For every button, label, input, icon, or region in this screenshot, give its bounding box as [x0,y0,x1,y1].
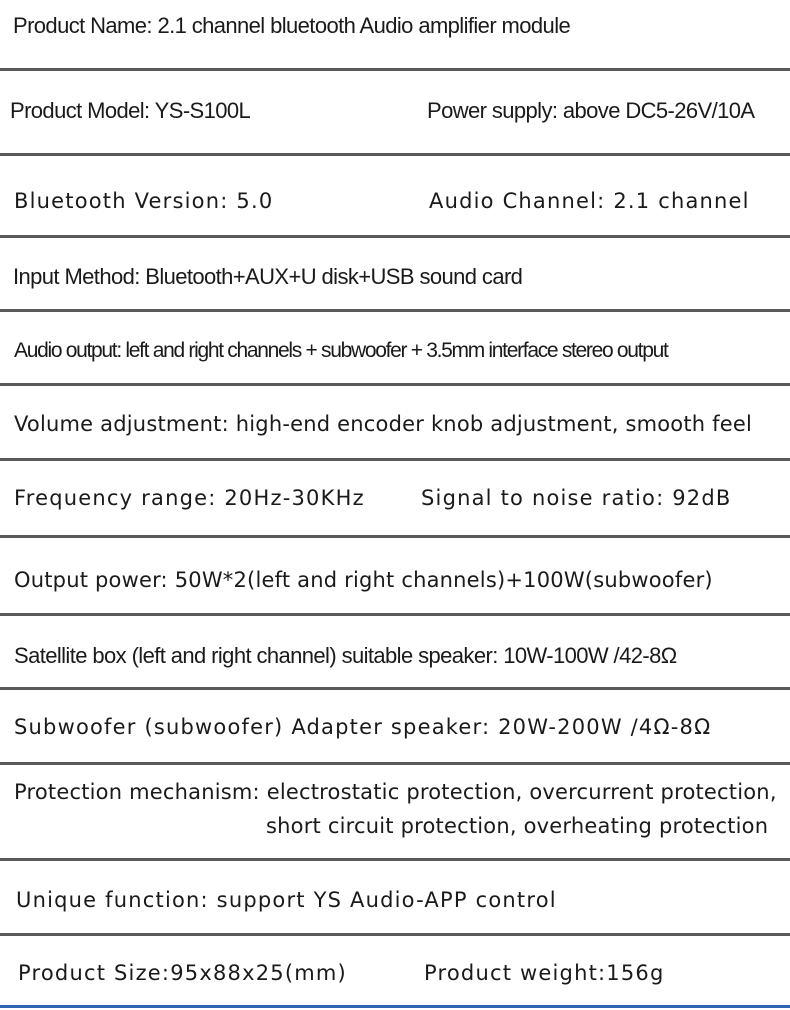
bluetooth-version-text: Bluetooth Version: 5.0 [14,189,274,213]
product-name-text: Product Name: 2.1 channel bluetooth Audio amplifier module [13,13,571,38]
subwoofer-text: Subwoofer (subwoofer) Adapter speaker: 20W-200W /4Ω-8Ω [14,715,712,739]
volume-adjustment-text: Volume adjustment: high-end encoder knob adjustment, smooth feel [14,412,753,436]
power-supply-text: Power supply: above DC5-26V/10A [427,98,755,123]
signal-to-noise-text: Signal to noise ratio: 92dB [421,486,732,510]
row-divider [0,383,790,386]
bottom-divider [0,1005,790,1008]
protection-line-2: short circuit protection, overheating protection [266,814,769,838]
row-divider [0,762,790,765]
audio-output-text: Audio output: left and right channels + subwoofer + 3.5mm interface stereo output [14,339,668,362]
row-divider [0,458,790,461]
row-divider [0,687,790,690]
row-divider [0,535,790,538]
row-divider [0,309,790,312]
row-divider [0,613,790,616]
audio-channel-text: Audio Channel: 2.1 channel [429,189,750,213]
protection-line-1: Protection mechanism: electrostatic protection, overcurrent protection, [14,780,777,804]
input-method-text: Input Method: Bluetooth+AUX+U disk+USB sound card [13,264,523,289]
product-model-text: Product Model: YS-S100L [10,98,251,123]
unique-function-text: Unique function: support YS Audio-APP control [16,888,557,912]
satellite-box-text: Satellite box (left and right channel) suitable speaker: 10W-100W /42-8Ω [14,643,677,668]
frequency-range-text: Frequency range: 20Hz-30KHz [14,486,365,510]
product-size-text: Product Size:95x88x25(mm) [18,961,347,985]
row-divider [0,235,790,238]
row-divider [0,933,790,936]
row-divider [0,858,790,861]
row-divider [0,68,790,71]
row-divider [0,153,790,156]
product-weight-text: Product weight:156g [424,961,665,985]
output-power-text: Output power: 50W*2(left and right channels)+100W(subwoofer) [14,568,713,592]
